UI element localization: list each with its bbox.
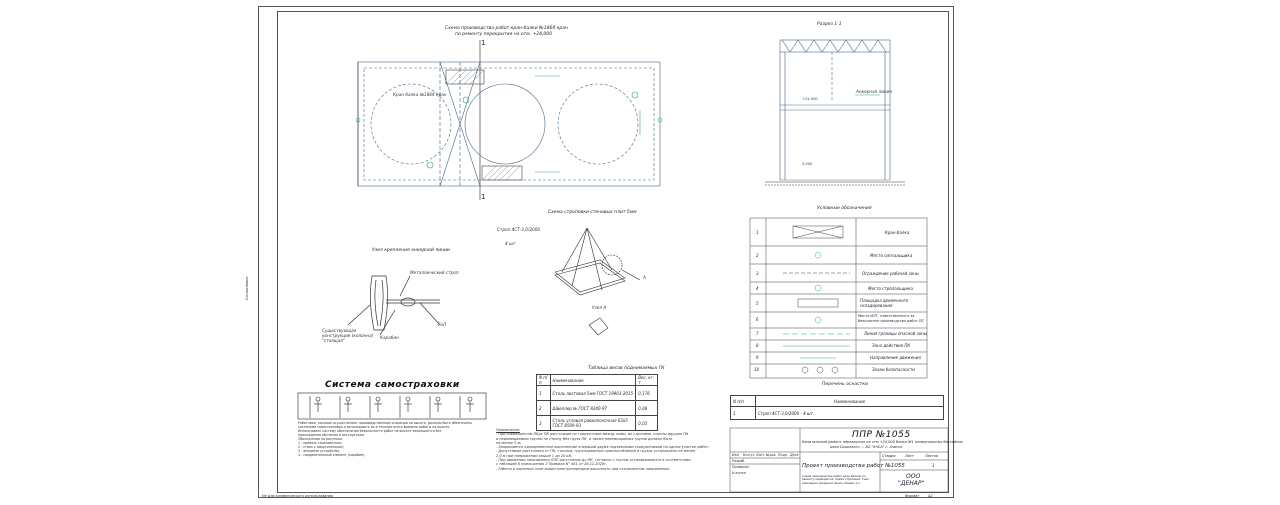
plan-title-2: по ремонту перекрытия на отм. +24,000 — [455, 32, 552, 37]
stamp-role: Разраб. — [732, 459, 745, 463]
legend-num: 5 — [756, 301, 759, 306]
format-label: Формат — [905, 494, 920, 498]
legend-label: Направление движения — [870, 355, 921, 360]
anchor-line-label: Анкерная линия — [856, 89, 892, 94]
table-row — [731, 407, 944, 420]
legend-num: 4 — [756, 286, 759, 291]
sling-diagram — [555, 228, 640, 335]
safety-line: Использовать систему обеспечения безопасности работ на высоте запрещается без — [298, 429, 442, 433]
safety-line: системами самостраховки и использовать их в течение всего времени работы на высоте. — [298, 425, 451, 429]
strop-label: Строп 4СТ-3,0/2000 — [497, 227, 541, 232]
notes-block — [496, 428, 726, 471]
stamp-col: №док — [766, 453, 776, 457]
cell: 2 — [537, 401, 551, 416]
stamp-code: ППР №1055 — [852, 430, 911, 440]
loads-header-row — [537, 375, 658, 386]
cell: Строп 4СТ-3,0/2000 - 4 шт. — [756, 407, 944, 420]
section-mark-top: 1 — [481, 39, 486, 47]
anchor-node-title: Узел крепления анкерной линии — [372, 248, 450, 253]
cell: 1 — [537, 386, 551, 401]
stamp-col: Лист — [756, 453, 765, 457]
stamp-col: Кол.уч — [743, 453, 755, 457]
rigging-table — [730, 395, 944, 420]
notes-line: не менее 5 м; — [496, 440, 522, 445]
notes-line: с таблицей 6 приложения 2 Правила N° 461 от 26.11.2020г. — [496, 462, 608, 467]
notes-line: - Работы в охранной зоне линии электропередачи выполнять при отключенном напряжении. — [496, 466, 670, 471]
cell: 0,03 — [636, 416, 658, 431]
notes-line: 2,0 м при напряжении свыше 1 до 20 кВ; — [496, 453, 573, 458]
format-value: А2 — [928, 494, 933, 498]
loads-header: Вес, кг. т — [636, 375, 658, 386]
stamp-col: Дата — [790, 453, 799, 457]
stamp-sheet: Лист — [905, 454, 914, 458]
legend-label: Площадка временного складирования — [860, 298, 909, 308]
stamp-sheet-num: 1 — [932, 463, 935, 468]
node-a-label: А — [643, 275, 646, 280]
margin-note: Не для коммерческого использования — [262, 494, 333, 498]
node-a-title: Узел А — [592, 305, 607, 310]
stamp-object-2: цеха Сырьевого ... АО "АЧСА" г. Ачинск — [830, 445, 903, 449]
rigging-caption: Перечень оснастки — [822, 382, 868, 387]
safety-title: Система самостраховки — [325, 380, 460, 390]
stamp-sheets: Листов — [925, 454, 939, 458]
legend-label: Место ИЛТ, ответственного за безопасное производство работ ПС — [858, 314, 924, 323]
stamp-role: Проверил — [732, 465, 749, 469]
safety-line: 2 - строп с амортизатором; — [298, 445, 344, 449]
crane-label: Кран-балка №1864 кран — [393, 92, 447, 97]
legend-label: Место сигнальщика — [870, 253, 913, 258]
table-row — [537, 386, 658, 401]
legend-label: Ограждение рабочей зоны — [862, 271, 919, 276]
stamp-col: Изм — [732, 453, 739, 457]
notes-line: - При совмещенном ПБуе ПК расстояние по горизонтали между ними, их стропами, стропы идущие ПК — [496, 432, 689, 437]
notes-line: - Запрещается одновременное выполнение операций двумя подъемными сооружениями на одном участке работ; — [496, 445, 710, 450]
safety-line: 1 - привязь страховочная; — [298, 441, 342, 445]
legend-num: 8 — [756, 343, 759, 348]
section-view — [765, 40, 905, 185]
legend-label: Место стропальщика — [868, 286, 913, 291]
cell: 0,08 — [636, 401, 658, 416]
structure-label: Существующая конструкция (колонна) "стоящая" — [322, 328, 374, 343]
legend-title: Условные обозначения — [817, 206, 872, 211]
section-level-bottom: 0,000 — [802, 162, 813, 166]
section-level-top: +24,000 — [802, 97, 818, 101]
loads-header: Наименование — [550, 375, 636, 386]
rigging-header: N п/п — [731, 396, 756, 407]
notes-line: - При движении напряжения ЛЭП расстояние до ПК, согласно с грузом устанавливается в соответствии — [496, 458, 691, 463]
legend-label: Знаки безопасности — [872, 367, 915, 372]
stamp-sheet-title: Проект производства работ №1055 — [802, 463, 905, 469]
safety-line: прохождения обучения и инструктажа. — [298, 433, 366, 437]
stamp-company-2: "ДЕНАР" — [898, 480, 925, 487]
safety-figures — [298, 393, 486, 419]
legend-num: 7 — [756, 331, 759, 336]
cell: Сталь угловая равнополочная 63х5 ГОСТ 8509-93 — [550, 416, 636, 431]
safety-line: 4 - соединительный элемент (карабин). — [298, 453, 366, 457]
loads-header: N п/п — [537, 375, 551, 386]
cell: 3 — [537, 416, 551, 431]
legend-num: 9 — [756, 355, 759, 360]
stamp-role: Н.контр — [732, 471, 746, 475]
stamp-company-1: ООО — [906, 473, 921, 480]
notes-title: Примечание: — [496, 428, 521, 432]
cell: 1 — [731, 407, 756, 420]
plan-title-1: Схема производства работ кран-балки №1864 кран — [445, 26, 568, 31]
legend-label: Кран-балка — [885, 230, 910, 235]
carabiner-label: Карабин — [380, 335, 399, 340]
safety-line: Обозначения на рисунках: — [298, 437, 343, 441]
notes-line: и перемещаемым грузом не стропу без груза ПК, а также перемещаемых грузов должно быть — [496, 436, 673, 441]
legend-label: Линия границы опасной зоны — [864, 331, 927, 336]
safety-line: 3 - анкерное устройство; — [298, 449, 341, 453]
rope-label: Металлический строп — [410, 270, 459, 275]
sling-title: Схема строповки стеновых плит 5мм — [548, 210, 637, 215]
stamp-object-1: Капитальный ремонт перекрытия на отм +24,000 блока Ж1 коммунальных бассейнов — [802, 440, 963, 444]
cell: Сталь листовая 5мм ГОСТ 19903-2015 — [550, 386, 636, 401]
plan-view — [356, 40, 662, 200]
legend-label: Зона действия ПК — [872, 343, 911, 348]
rigging-header: Наименование — [756, 396, 944, 407]
loads-table — [536, 374, 658, 431]
rope-short-label: ГоЛ — [438, 322, 447, 327]
legend-num: 1 — [756, 230, 759, 235]
anchor-node-drawing — [348, 276, 440, 335]
strop-count: 4 шт — [505, 241, 516, 246]
loads-caption: Таблица весов поднимаемых ГК — [588, 366, 665, 371]
legend-num: 2 — [756, 253, 759, 258]
section-mark-bottom: 1 — [481, 193, 486, 201]
stamp-stage: Стадия — [882, 454, 896, 458]
safety-text — [298, 421, 486, 457]
section-title: Разрез 1-1 — [817, 22, 842, 27]
margin-vertical: Согласовано — [245, 276, 249, 300]
safety-line: Работники, которые осуществляют производственные операции на высоте, должны быть обеспечены — [298, 421, 472, 425]
stamp-sheet-desc: Схема производства работ кран-балкой по ремонту перекрытия. Схема строповки. Узел крепления анкерной линии. Разрез 1-1 — [802, 474, 869, 485]
table-row — [537, 401, 658, 416]
rigging-header-row — [731, 396, 944, 407]
cell: Швеллер № ГОСТ 8240-97 — [550, 401, 636, 416]
legend-num: 6 — [756, 317, 759, 322]
notes-line: - Допустимые расстояния от ПК, стропов, грузозахватных приспособлений и грузов установлено не менее — [496, 449, 696, 454]
stamp-col: Подп. — [778, 453, 788, 457]
legend-num: 3 — [756, 271, 759, 276]
legend-num: 10 — [754, 367, 760, 372]
cell: 0,176 — [636, 386, 658, 401]
